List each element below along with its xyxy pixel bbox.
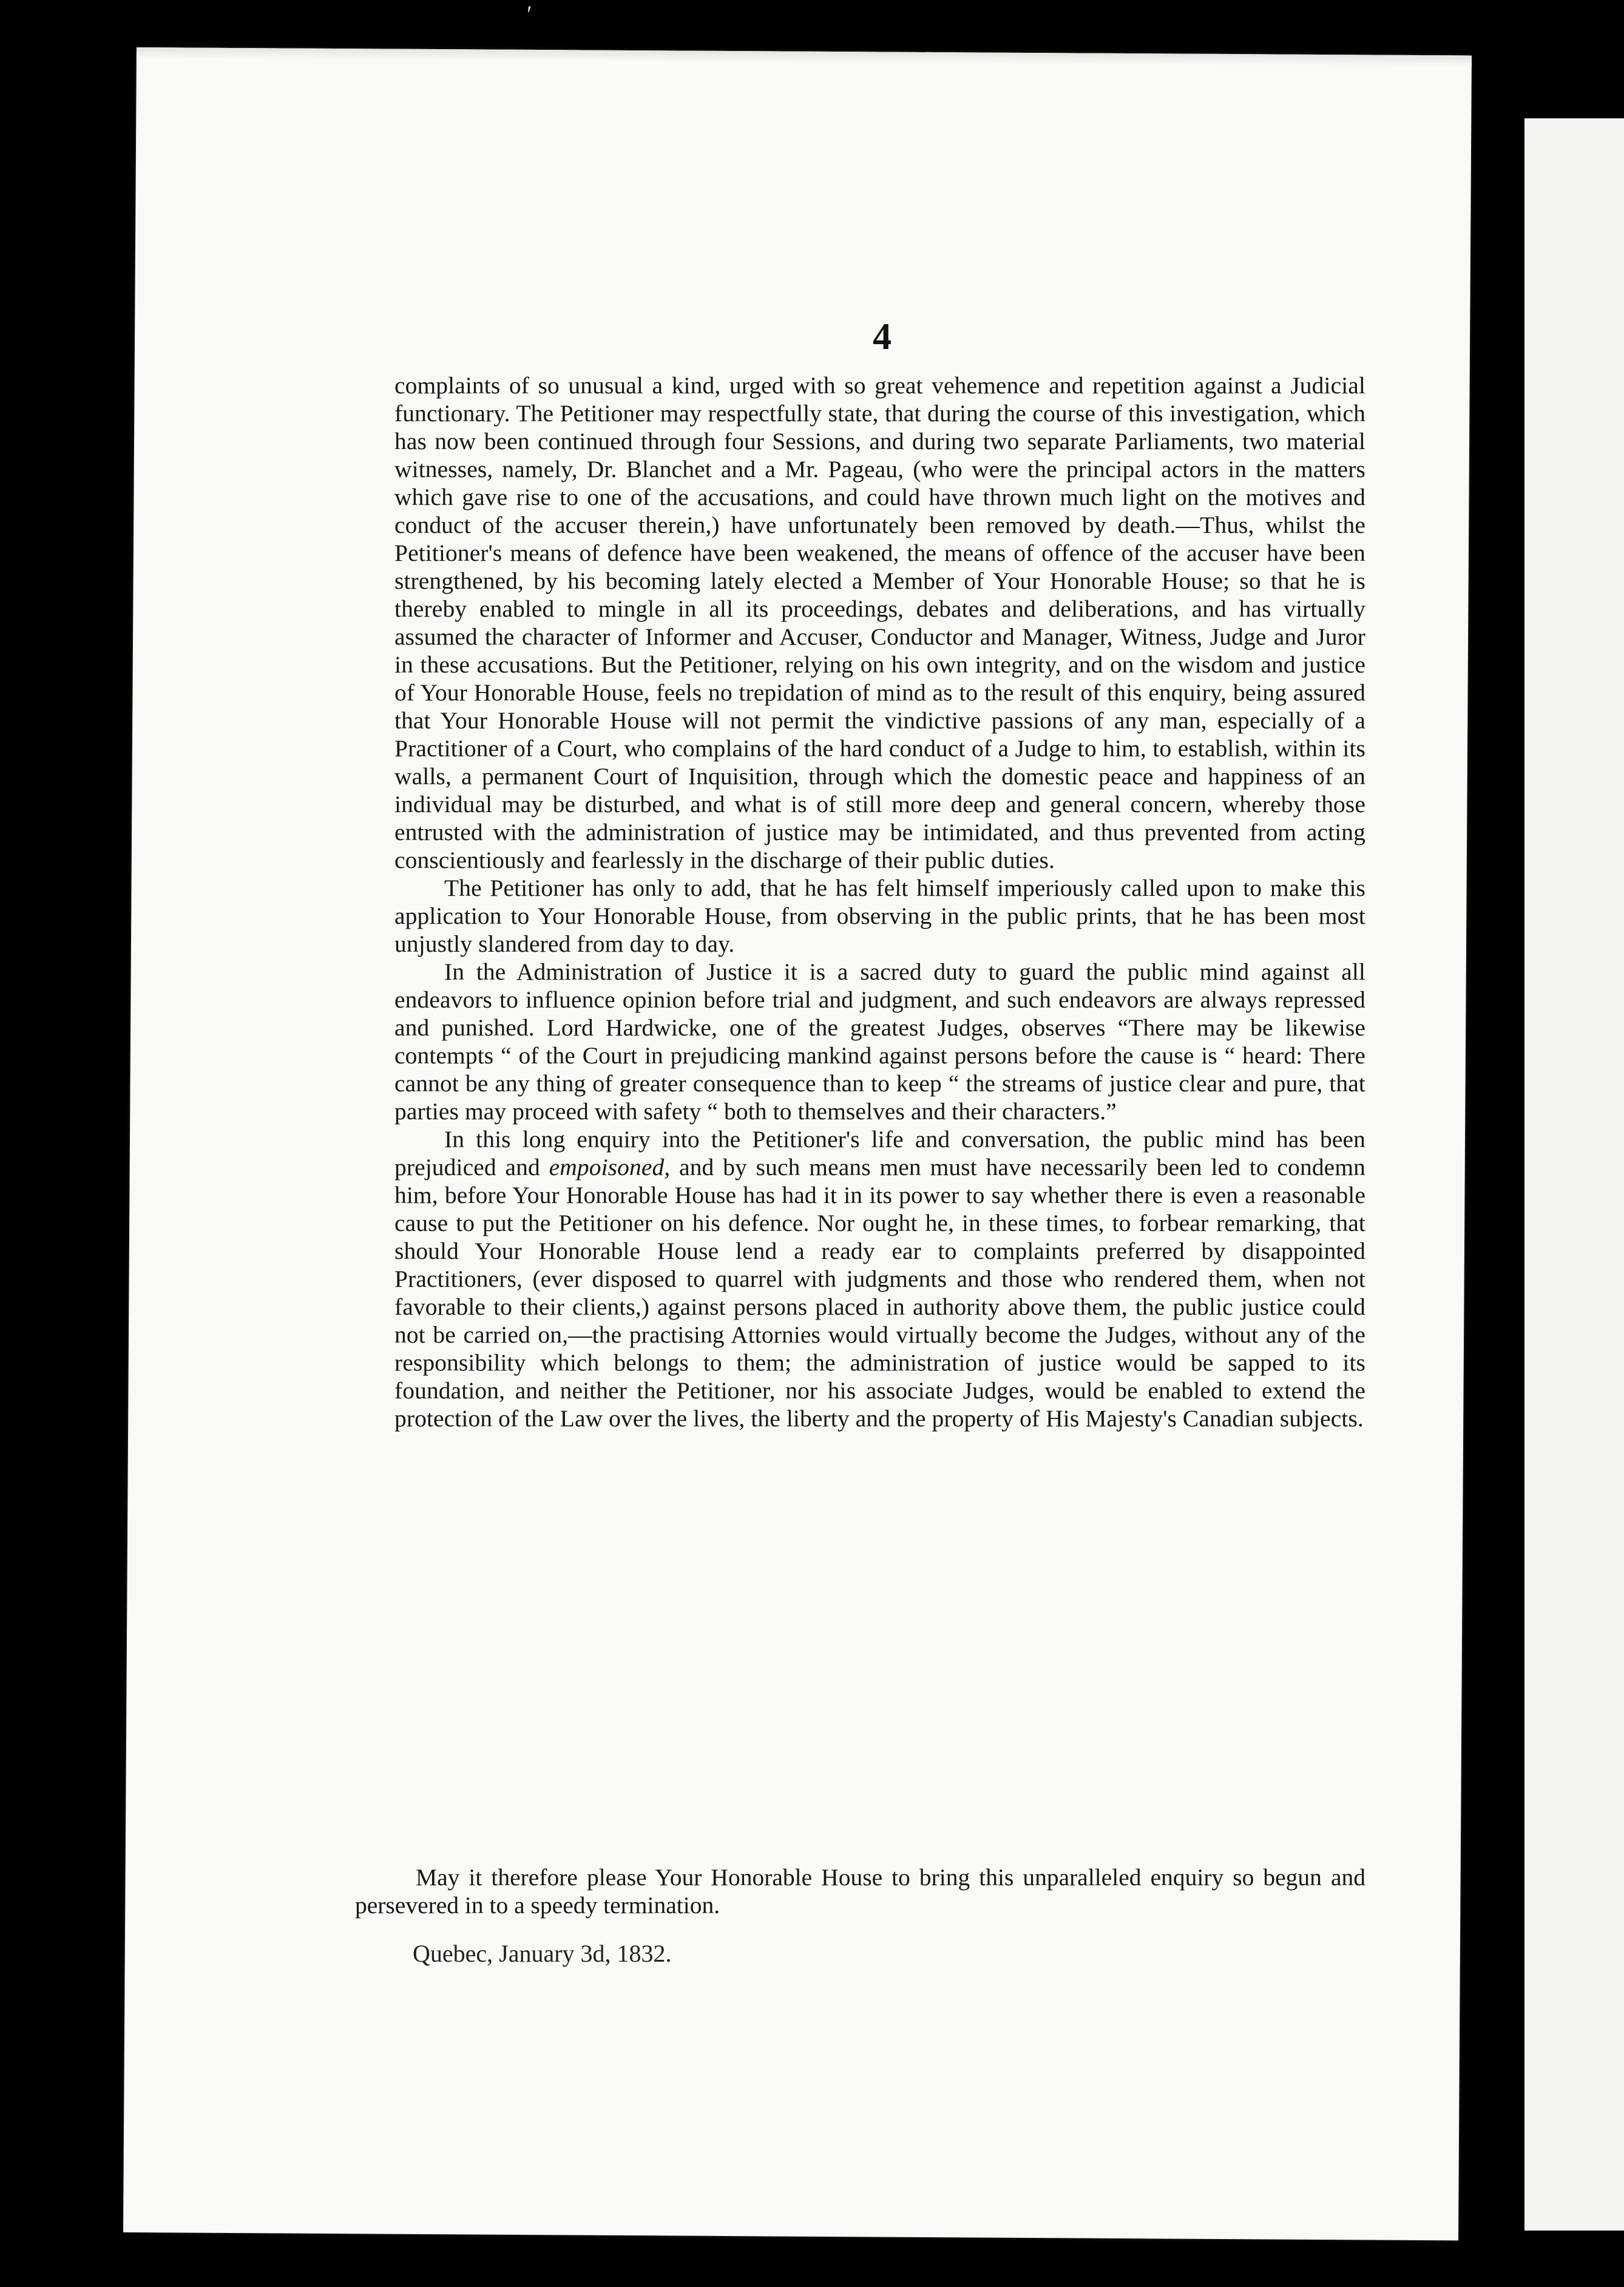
petition-body [394,371,1365,1432]
paragraph-long-enquiry [394,1125,1365,1432]
scan-mark-top: ʹ [527,1,532,28]
page-gutter-shadow [1499,115,1523,2234]
paragraph-long-enquiry-end: and by such means men must have necessarily been led to condemn him, before Your Honorable House has had it in its power to say whether there is even a reasonable cause to put the Petitioner on his defence. Nor ought he, in these times, to forbear remarking, that should Your Honorable House lend a ready ear to complaints preferred by disappointed Practitioners, (ever disposed to quarrel with judgments and those who rendered them, when not favorable to their clients,) against persons placed in authority above them, the public justice could not be carried on,—the practising Attornies would virtually become the Judges, without any of the responsibility which belongs to them; the administration of justice would be sapped to its foundation, and neither the Petitioner, nor his associate Judges, would be enabled to extend the protection of the Law over the lives, the liberty and the property of His Majesty's Canadian subjects. [394,1154,1365,1432]
paragraph-continuation: complaints of so unusual a kind, urged with so great vehemence and repetition against a Judicial functionary. The Petitioner may respectfully state, that during the course of this investigation, which has now been continued through four Sessions, and during two separate Parliaments, two material witnesses, namely, Dr. Blanchet and a Mr. Pageau, (who were the principal actors in the matters which gave rise to one of the accusations, and could have thrown much light on the motives and conduct of the accuser therein,) have unfortunately been removed by death.—Thus, whilst the Petitioner's means of defence have been weakened, the means of offence of the accuser have been strengthened, by his becoming lately elected a Member of Your Honorable House; so that he is thereby enabled to mingle in all its proceedings, debates and deliberations, and has virtually assumed the character of Informer and Accuser, Conductor and Manager, Witness, Judge and Juror in these accusations. But the Petitioner, relying on his own integrity, and on the wisdom and justice of Your Honorable House, feels no trepidation of mind as to the result of this enquiry, being assured that Your Honorable House will not permit the vindictive passions of any man, especially of a Practitioner of a Court, who complains of the hard conduct of a Judge to him, to establish, within its walls, a permanent Court of Inquisition, through which the domestic peace and happiness of an individual may be disturbed, and what is of still more deep and general concern, whereby those entrusted with the administration of justice may be intimidated, and thus prevented from acting conscientiously and fearlessly in the discharge of their public duties. [394,372,1365,873]
facing-page-edge [1524,118,1624,2231]
paragraph-long-enquiry-start: In this long enquiry into the Petitioner's life and conversation, the public mind has been prejudiced and [394,1126,1365,1181]
emphasis-empoisoned: empoisoned, [549,1154,671,1181]
dateline: Quebec, January 3d, 1832. [413,1940,672,1967]
paragraph-administration-of-justice: In the Administration of Justice it is a sacred duty to guard the public mind against all endeavors to influence opinion before trial and judgment, and such endeavors are always repressed and punished. Lord Hardwicke, one of the greatest Judges, observes “There may be likewise contempts “ of the Court in prejudicing mankind against persons before the cause is “ heard: There cannot be any thing of greater consequence than to keep “ the streams of justice clear and pure, that parties may proceed with safety “ both to themselves and their characters.” [394,958,1365,1125]
page-number: 4 [873,316,892,357]
closing-prayer: May it therefore please Your Honorable House to bring this unparalleled enquiry so begun and persevered in to a speedy termination. [355,1864,1365,1919]
paragraph-application: The Petitioner has only to add, that he has felt himself imperiously called upon to make this application to Your Honorable House, from observing in the public prints, that he has been most unjustly slandered from day to day. [394,875,1365,957]
